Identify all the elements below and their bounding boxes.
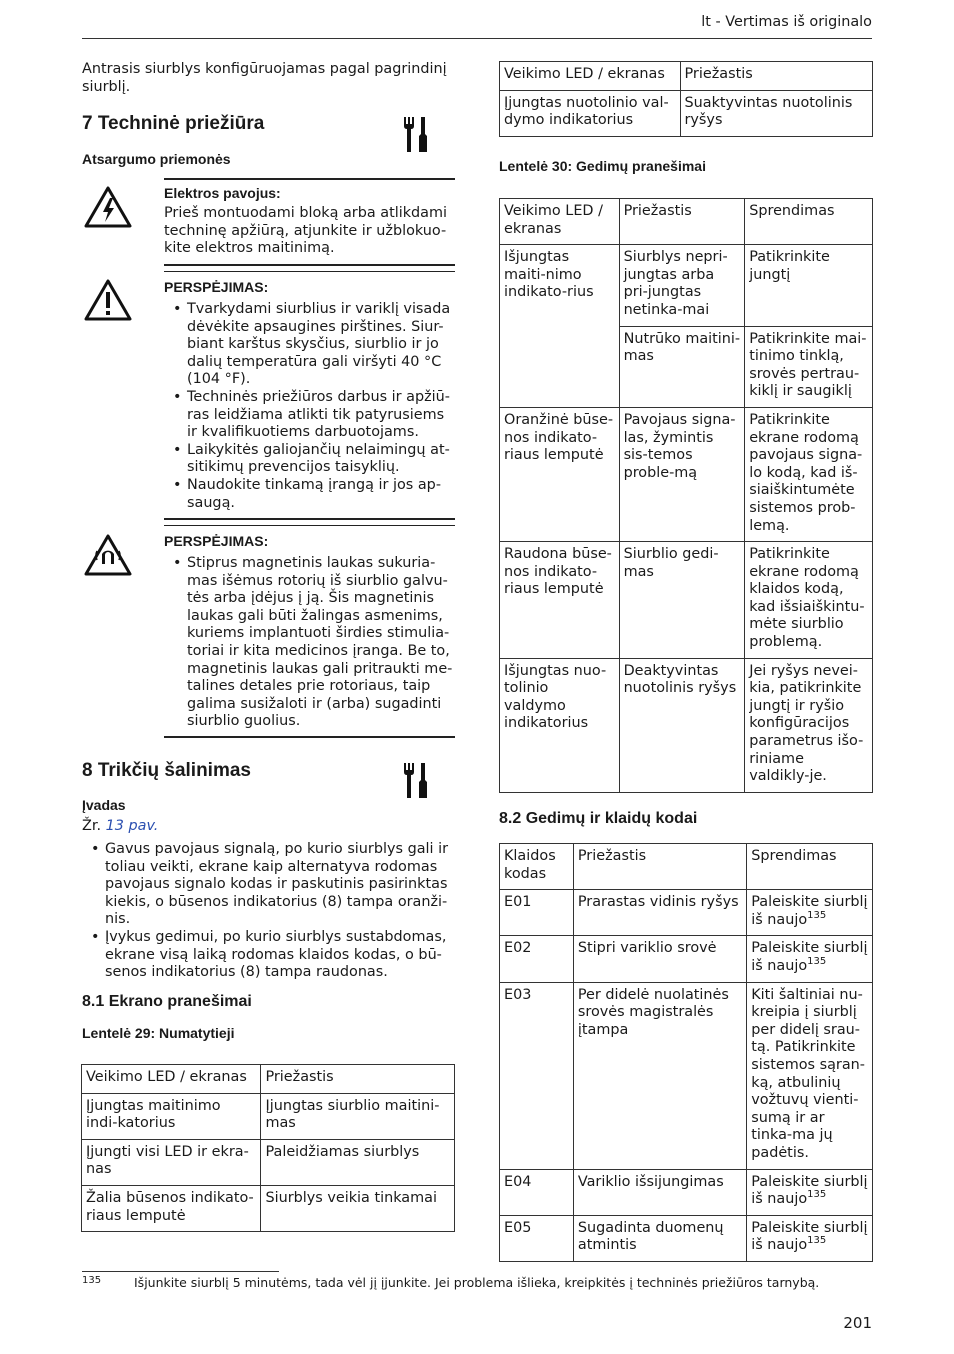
table-cell: Paleidžiamas siurblys (261, 1139, 455, 1185)
table-header: Priežastis (680, 62, 873, 91)
error-code: E02 (500, 936, 574, 982)
solution-text: Paleiskite siurblį iš naujo (751, 940, 868, 974)
error-code: E04 (500, 1169, 574, 1215)
footnote-ref[interactable]: 135 (807, 1235, 827, 1247)
page-number: 201 (843, 1314, 872, 1332)
section-7-title: 7 Techninė priežiūra (82, 113, 265, 134)
table-cell: Patikrinkite ekrane rodomą klaidos kodą, kad išsiaiškintu-mėte siurblio problemą. (745, 542, 873, 659)
table-cell (747, 1215, 873, 1261)
table-row (500, 658, 873, 792)
header-rule (82, 38, 872, 39)
table-cell: Deaktyvintas nuotolinis ryšys (619, 658, 745, 792)
tools-icon (400, 114, 432, 154)
table-row (500, 936, 873, 982)
notice-2-title: PERSPĖJIMAS: (164, 279, 269, 295)
table-cell: Įjungtas nuotolinio val-dymo indikatorius (500, 90, 681, 136)
table-header: Priežastis (573, 844, 746, 890)
table-header: Klaidos kodas (500, 844, 574, 890)
list-item: • Stiprus magnetinis laukas sukuria-mas išėmus rotorių iš siurblio galvu-tės arba įdėjus į ją. Šis magnetinis laukas gali būti žalingas asmenims, kuriems implantuoti širdies stimulia-toriai ir kita medicinos įranga. Be to, magnetinis laukas gali pritraukti me-talines detales prie rotoriaus, taip galima susižaloti ir (arba) sugadinti siurblio guolius. (164, 555, 456, 731)
table-30 (499, 198, 873, 793)
figure-reference (82, 818, 158, 836)
figure-link[interactable]: 13 pav. (105, 818, 159, 834)
table-cell: Prarastas vidinis ryšys (573, 890, 746, 936)
table-cell: Variklio išsijungimas (573, 1169, 746, 1215)
table-row (82, 1139, 455, 1185)
table-cell: Patikrinkite jungtį (745, 245, 873, 326)
notice-1-text: Prieš montuodami bloką arba atlikdami techninę apžiūrą, atjunkite ir užblokuo-kite elektros maitinimą. (164, 205, 448, 257)
table-row (500, 407, 873, 541)
section-8-subtitle: Įvadas (82, 797, 126, 813)
notice-2-list (164, 301, 456, 512)
table-cell: Išjungtas maiti-nimo indikato-rius (500, 245, 620, 408)
section-8-1-title: 8.1 Ekrano pranešimai (82, 993, 252, 1010)
table-cell: Siurblio gedi-mas (619, 542, 745, 659)
table-cell (747, 936, 873, 982)
table-row (500, 982, 873, 1169)
error-code: E01 (500, 890, 574, 936)
footnote-text: Išjunkite siurblį 5 minutėms, tada vėl jį įjunkite. Jei problema išlieka, kreipkitės į techninės priežiūros tarnybą. (134, 1275, 820, 1290)
header-language: lt - Vertimas iš originalo (701, 14, 872, 30)
table-cell: Patikrinkite ekrane rodomą pavojaus signa-lo kodą, kad iš-siaiškintumėte sistemos prob-lemą. (745, 407, 873, 541)
table-header-row (82, 1065, 455, 1094)
table-cell: Įjungtas maitinimo indi-katorius (82, 1093, 261, 1139)
table-cell: Suaktyvintas nuotolinis ryšys (680, 90, 873, 136)
table-row (82, 1185, 455, 1231)
footnote-ref[interactable]: 135 (807, 909, 827, 921)
table-cell: Per didelė nuolatinės srovės magistralės įtampa (573, 982, 746, 1169)
figure-reference-prefix: Žr. (82, 818, 102, 834)
table-cell: Raudona būse-nos indikato-riaus lemputė (500, 542, 620, 659)
table-cell: Pavojaus signa-las, žymintis sis-temos proble-mą (619, 407, 745, 541)
table-header: Priežastis (619, 199, 745, 245)
table-header: Veikimo LED / ekranas (82, 1065, 261, 1094)
list-item: • Tvarkydami siurblius ir variklį visada dėvėkite apsaugines pirštines. Siur-biant karštus skysčius, siurblio ir jo dalių temperatūra gali viršyti 40 °C (104 °F). (164, 301, 456, 389)
table-cell (747, 1169, 873, 1215)
section-8-2-title: 8.2 Gedimų ir klaidų kodai (499, 810, 698, 827)
notice-2-rule (164, 264, 455, 266)
footnote-ref[interactable]: 135 (807, 956, 827, 968)
table-cell: Nutrūko maitini-mas (619, 326, 745, 407)
table-29-continued (499, 61, 873, 137)
table-row (500, 1169, 873, 1215)
magnetic-field-icon (83, 533, 133, 577)
notice-3-bottom-rule (164, 736, 455, 738)
notice-2-rule-inner (164, 271, 455, 272)
table-cell: Įjungtas siurblio maitini-mas (261, 1093, 455, 1139)
table-cell (747, 890, 873, 936)
table-cell: Žalia būsenos indikato-riaus lemputė (82, 1185, 261, 1231)
list-item: • Gavus pavojaus signalą, po kurio siurblys gali ir toliau veikti, ekrane kaip alternatyva rodomas pavojaus signalo kodas ir paskutinis pasirinktas kiekis, o būsenos indikatorius (8) tampa oranži-nis. (82, 841, 454, 929)
table-cell: Sugadinta duomenų atmintis (573, 1215, 746, 1261)
table-header: Veikimo LED / ekranas (500, 199, 620, 245)
table-header: Sprendimas (747, 844, 873, 890)
notice-3-rule (164, 518, 455, 520)
table-header-row (500, 62, 873, 91)
footnote-rule (82, 1271, 279, 1272)
table-cell: Įjungti visi LED ir ekra-nas (82, 1139, 261, 1185)
table-29 (81, 1064, 455, 1232)
list-item: • Naudokite tinkamą įrangą ir jos ap-saugą. (164, 477, 456, 512)
table-cell: Siurblys nepri-jungtas arba pri-jungtas netinka-mai (619, 245, 745, 326)
list-item: • Techninės priežiūros darbus ir apžiū-ras leidžiama atlikti tik patyrusiems ir kvalifikuotiems darbuotojams. (164, 389, 456, 442)
table-cell: Stipri variklio srovė (573, 936, 746, 982)
table-30-caption: Lentelė 30: Gedimų pranešimai (499, 158, 706, 174)
table-cell: Siurblys veikia tinkamai (261, 1185, 455, 1231)
table-row (500, 890, 873, 936)
table-row (500, 542, 873, 659)
table-header: Sprendimas (745, 199, 873, 245)
notice-3-title: PERSPĖJIMAS: (164, 533, 269, 549)
electric-hazard-icon (83, 185, 133, 229)
list-item: • Laikykitės galiojančių nelaimingų at-sitikimų prevencijos taisyklių. (164, 442, 456, 477)
solution-text: Paleiskite siurblį iš naujo (751, 1173, 868, 1208)
section-8-list (82, 841, 454, 982)
warning-icon (83, 278, 133, 322)
footnote-ref[interactable]: 135 (807, 1189, 827, 1201)
list-item: • Įvykus gedimui, po kurio siurblys sustabdomas, ekrane visą laiką rodomas klaidos kodas, o bū-senos indikatorius (8) tampa raudonas. (82, 929, 454, 982)
section-8-title: 8 Trikčių šalinimas (82, 760, 251, 781)
table-cell: Oranžinė būse-nos indikato-riaus lemputė (500, 407, 620, 541)
table-cell: Jei ryšys nevei-kia, patikrinkite jungtį ir ryšio konfigūracijos parametrus išo-riniame valdikly-je. (745, 658, 873, 792)
notice-3-list (164, 555, 456, 731)
intro-text: Antrasis siurblys konfigūruojamas pagal pagrindinį siurblį. (82, 61, 447, 95)
table-cell: Patikrinkite mai-tinimo tinklą, srovės pertrau-kiklį ir saugiklį (745, 326, 873, 407)
error-code: E03 (500, 982, 574, 1169)
table-header: Veikimo LED / ekranas (500, 62, 681, 91)
error-code: E05 (500, 1215, 574, 1261)
footnote-number: 135 (82, 1275, 102, 1286)
error-codes-table (499, 843, 873, 1262)
table-29-caption: Lentelė 29: Numatytieji (82, 1025, 235, 1041)
section-7-subtitle: Atsargumo priemonės (82, 151, 231, 167)
notice-3-rule-inner (164, 525, 455, 526)
notice-1-title: Elektros pavojus: (164, 185, 281, 201)
table-cell: Išjungtas nuo-tolinio valdymo indikatorius (500, 658, 620, 792)
table-cell: Kiti šaltiniai nu-kreipia į siurblį per didelį srau-tą. Patikrinkite sistemos sąran-ką, atbulinių vožtuvų vienti-sumą ir ar tinka-ma jų padėtis. (747, 982, 873, 1169)
table-row (500, 1215, 873, 1261)
table-row (500, 245, 873, 326)
solution-text: Paleiskite siurblį iš naujo (751, 1219, 868, 1254)
table-row (500, 90, 873, 136)
solution-text: Paleiskite siurblį iš naujo (751, 894, 868, 928)
table-header-row (500, 844, 873, 890)
table-header: Priežastis (261, 1065, 455, 1094)
tools-icon (400, 760, 432, 800)
table-header-row (500, 199, 873, 245)
table-row (82, 1093, 455, 1139)
notice-1-rule (164, 178, 455, 180)
